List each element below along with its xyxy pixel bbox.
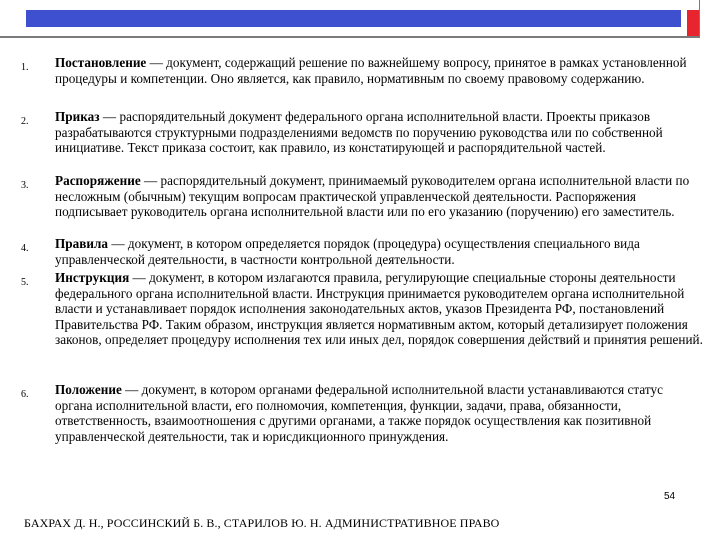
item-number: 3. (21, 180, 29, 191)
item-number: 2. (21, 116, 29, 127)
item-text (55, 173, 703, 220)
item-text (55, 109, 703, 156)
blue-header-bar (26, 10, 681, 27)
item-term: Инструкция (55, 270, 130, 285)
page-number: 54 (664, 491, 676, 502)
item-text (55, 382, 703, 444)
item-term: Положение (55, 382, 122, 397)
item-text (55, 270, 703, 348)
header-rule-horizontal (0, 36, 700, 38)
item-text (55, 236, 703, 267)
item-definition: — документ, содержащий решение по важнейшему вопросу, принятое в рамках установленной процедуры и компетенции. Оно является, как правило, нормативным по своему правовому содержанию. (55, 55, 687, 86)
item-definition: — документ, в котором излагаются правила, регулирующие специальные стороны деятельности федерального органа исполнительной власти. Инструкция принимается руководителем органа исполнительной власти и устанавливает порядок исполнения законодательных актов, указов Президента РФ, постановлений Правительства РФ. Таким образом, инструкция является нормативным актом, который детализирует положения законов, определяет процедуру исполнения тех или иных дел, порядок совершения действий и принятия решений. (55, 270, 703, 347)
item-number: 5. (21, 277, 29, 288)
item-number: 6. (21, 389, 29, 400)
item-definition: — распорядительный документ, принимаемый руководителем органа исполнительной власти по несложным (обычным) текущим вопросам практической управленческой деятельности. Распоряжения подписывает руководитель органа исполнительной власти или по его указанию (поручению) его заместитель. (55, 173, 690, 219)
item-text (55, 55, 703, 86)
item-term: Постановление (55, 55, 147, 70)
item-definition: — документ, в котором определяется порядок (процедура) осуществления специального вида управленческой деятельности, в частности контрольной деятельности. (55, 236, 640, 267)
item-definition: — распорядительный документ федерального органа исполнительной власти. Проекты приказов разрабатываются структурными подразделениями ведомств по поручению руководства или по собственной инициативе. Текст приказа состоит, как правило, из констатирующей и распорядительной частей. (55, 109, 663, 155)
footer-credit: БАХРАХ Д. Н., РОССИНСКИЙ Б. В., СТАРИЛОВ Ю. Н. АДМИНИСТРАТИВНОЕ ПРАВО (24, 516, 500, 530)
item-definition: — документ, в котором органами федеральной исполнительной власти устанавливаются статус органа исполнительной власти, его полномочия, компетенция, функции, задачи, права, обязанности, ответственность, взаимоотношения с другими органами, а также порядок осуществления как позитивной управленческой деятельности, так и юрисдикционного принуждения. (55, 382, 663, 444)
header-rule-vertical (699, 0, 700, 37)
item-term: Правила (55, 236, 109, 251)
item-term: Распоряжение (55, 173, 141, 188)
item-number: 4. (21, 243, 29, 254)
item-number: 1. (21, 62, 29, 73)
item-term: Приказ (55, 109, 100, 124)
slide-header-decoration (0, 0, 720, 38)
